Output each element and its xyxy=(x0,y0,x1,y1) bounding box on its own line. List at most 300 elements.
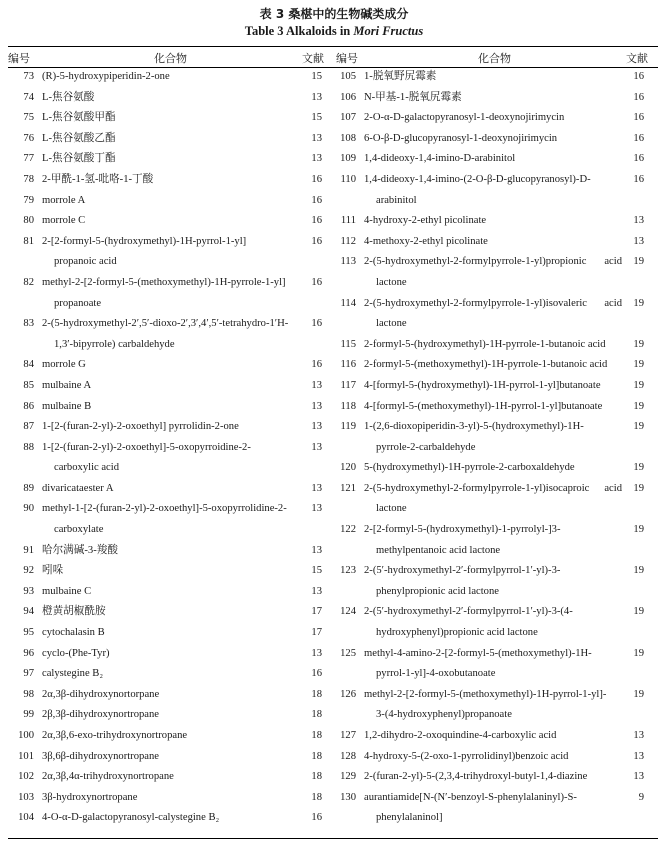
caption-en-prefix: Table 3 Alkaloids in xyxy=(244,24,354,38)
reference-number: 16 xyxy=(633,71,644,82)
compound-name-line: 哈尔满碱-3-羧酸 xyxy=(42,544,118,556)
compound-number: 76 xyxy=(23,132,34,144)
table-row xyxy=(334,376,662,397)
compound-name-line: 2-O-α-D-galactopyranosyl-1-deoxynojirimycin xyxy=(364,112,565,124)
reference-number: 19 xyxy=(633,565,644,577)
compound-name xyxy=(34,767,302,788)
table-row xyxy=(0,561,330,582)
compound-name-line: morrole C xyxy=(42,215,86,227)
table-row xyxy=(0,314,330,355)
compound-name-line: 2α,3β,6-exo-trihydroxynortropane xyxy=(42,730,188,741)
reference-number: 19 xyxy=(633,400,644,412)
table-row xyxy=(334,67,662,88)
compound-name xyxy=(34,788,302,809)
compound-name-line: 橙黄胡椒酰胺 xyxy=(42,606,106,618)
compound-number: 124 xyxy=(340,606,356,618)
reference-number: 19 xyxy=(633,379,644,391)
compound-number: 91 xyxy=(23,544,34,556)
compound-name-line: methyl-2-[2-formyl-5-(methoxymethyl)-1H-pyrrol-1-yl]- xyxy=(364,688,607,700)
table-row xyxy=(334,211,662,232)
compound-name xyxy=(34,623,302,644)
reference-number: 16 xyxy=(633,132,644,144)
compound-number: 73 xyxy=(23,71,34,82)
table-row xyxy=(0,541,330,562)
compound-number: 83 xyxy=(23,318,34,330)
compound-number: 110 xyxy=(340,173,356,185)
compound-number: 108 xyxy=(340,132,356,144)
reference-number: 16 xyxy=(633,91,644,103)
table-row xyxy=(0,726,330,747)
compound-name xyxy=(34,355,302,376)
compound-name-line: L-焦谷氨酸乙酯 xyxy=(42,132,116,144)
compound-number: 122 xyxy=(340,524,356,536)
compound-name xyxy=(356,417,622,458)
compound-name-line: methyl-2-[2-formyl-5-(methoxymethyl)-1H-pyrrole-1-yl] xyxy=(42,276,286,288)
compound-name-line: L-焦谷氨酸丁酯 xyxy=(42,153,116,165)
table-row xyxy=(334,602,662,643)
table-row xyxy=(334,788,662,829)
reference-number: 13 xyxy=(633,750,644,762)
table-row xyxy=(0,788,330,809)
compound-number: 90 xyxy=(23,503,34,515)
compound-number: 85 xyxy=(23,379,34,391)
table-row xyxy=(0,479,330,500)
compound-number: 98 xyxy=(23,688,34,700)
table-row xyxy=(0,376,330,397)
table-row xyxy=(0,747,330,768)
compound-name-line: 2β,3β-dihydroxynortropane xyxy=(42,709,159,721)
compound-name xyxy=(34,232,302,273)
compound-number: 84 xyxy=(23,359,34,371)
compound-name-line: mulbaine C xyxy=(42,585,92,597)
compound-name xyxy=(356,129,622,150)
compound-number: 118 xyxy=(340,400,356,412)
header-compound-left: 化合物 xyxy=(154,52,187,65)
header-ref-left: 文献 xyxy=(302,52,324,65)
compound-name xyxy=(34,479,302,500)
compound-name-line: 1-[2-(furan-2-yl)-2-oxoethyl] pyrrolidin-2-one xyxy=(42,421,239,433)
left-column xyxy=(0,67,330,829)
compound-name-line: 4-hydroxy-5-(2-oxo-1-pyrrolidinyl)benzoic acid xyxy=(364,750,569,762)
table-row xyxy=(334,335,662,356)
compound-number: 99 xyxy=(23,709,34,721)
reference-number: 13 xyxy=(633,215,644,227)
compound-name xyxy=(34,417,302,438)
reference-number: 19 xyxy=(633,338,644,350)
compound-number: 107 xyxy=(340,112,356,124)
table-row xyxy=(0,602,330,623)
compound-number: 102 xyxy=(18,771,34,783)
header-no-right: 编号 xyxy=(336,52,358,65)
compound-name xyxy=(34,273,302,314)
compound-name xyxy=(356,355,622,376)
compound-name xyxy=(34,314,302,355)
header-ref-right: 文献 xyxy=(626,52,648,65)
reference-number: 13 xyxy=(311,400,322,412)
compound-name-line: 2-(5′-hydroxymethyl-2′-formylpyrrol-1′-yl)-3-(4- xyxy=(364,606,573,618)
table-row xyxy=(0,664,330,685)
compound-name-line: 吲哚 xyxy=(42,565,64,577)
compound-name xyxy=(34,129,302,150)
compound-name-continuation: phenylalaninol] xyxy=(376,812,443,824)
reference-number: 13 xyxy=(633,235,644,247)
compound-name-line: morrole G xyxy=(42,359,86,371)
table-row xyxy=(334,149,662,170)
compound-name-line: 2-[2-formyl-5-(hydroxymethyl)-1-pyrrolyl-]3- xyxy=(364,524,561,536)
compound-number: 119 xyxy=(340,421,356,433)
compound-name xyxy=(34,726,302,747)
table-row xyxy=(0,417,330,438)
compound-name-line: (R)-5-hydroxypiperidin-2-one xyxy=(42,71,170,82)
compound-name xyxy=(34,397,302,418)
reference-number: 16 xyxy=(311,276,322,288)
table-row xyxy=(0,582,330,603)
table-row xyxy=(0,808,330,829)
table-row xyxy=(334,294,662,335)
reference-number: 13 xyxy=(633,730,644,741)
compound-name xyxy=(356,211,622,232)
compound-number: 96 xyxy=(23,647,34,659)
compound-name xyxy=(34,108,302,129)
compound-number: 75 xyxy=(23,112,34,124)
compound-name-continuation: lactone xyxy=(376,318,407,330)
compound-number: 128 xyxy=(340,750,356,762)
compound-number: 86 xyxy=(23,400,34,412)
reference-number: 16 xyxy=(311,215,322,227)
compound-name-line: 1,4-dideoxy-1,4-imino-D-arabinitol xyxy=(364,153,516,165)
compound-name-line: cytochalasin B xyxy=(42,627,105,639)
compound-name xyxy=(356,67,622,88)
compound-name-line: methyl-1-[2-(furan-2-yl)-2-oxoethyl]-5-oxopyrrolidine-2- xyxy=(42,503,287,515)
compound-name xyxy=(34,705,302,726)
reference-number: 18 xyxy=(311,709,322,721)
reference-number: 18 xyxy=(311,730,322,741)
compound-name xyxy=(34,644,302,665)
table-row xyxy=(0,88,330,109)
reference-number: 13 xyxy=(311,379,322,391)
compound-name-line: 6-O-β-D-glucopyranosyl-1-deoxynojirimycin xyxy=(364,132,558,144)
table-row xyxy=(0,67,330,88)
table-row xyxy=(334,644,662,685)
table-row xyxy=(0,623,330,644)
compound-name xyxy=(34,170,302,191)
table-row xyxy=(0,129,330,150)
reference-number: 16 xyxy=(633,153,644,165)
compound-name-continuation: lactone xyxy=(376,276,407,288)
table-row xyxy=(0,767,330,788)
compound-number: 123 xyxy=(340,565,356,577)
compound-name-line: 2-(5-hydroxymethyl-2-formylpyrrole-1-yl)isovaleric acid xyxy=(364,297,622,309)
compound-name-continuation: 3-(4-hydroxyphenyl)propanoate xyxy=(376,709,512,721)
compound-name xyxy=(356,294,622,335)
reference-number: 13 xyxy=(311,482,322,494)
compound-number: 103 xyxy=(18,791,34,803)
reference-number: 15 xyxy=(311,565,322,577)
compound-name-line: 4-[formyl-5-(hydroxymethyl)-1H-pyrrol-1-yl]butanoate xyxy=(364,379,601,391)
table-row xyxy=(334,129,662,150)
table-row xyxy=(334,726,662,747)
table-bottom-rule xyxy=(8,838,658,839)
reference-number: 13 xyxy=(311,132,322,144)
table-caption-zh: 表 3 桑椹中的生物碱类成分 xyxy=(259,7,409,21)
reference-number: 13 xyxy=(311,585,322,597)
compound-name-line: 1-[2-(furan-2-yl)-2-oxoethyl]-5-oxopyrroidine-2- xyxy=(42,441,251,453)
compound-name xyxy=(356,376,622,397)
compound-name-line: calystegine B₂ xyxy=(42,668,104,680)
compound-name-line: 2-formyl-5-(methoxymethyl)-1H-pyrrole-1-butanoic acid xyxy=(364,359,608,371)
compound-name xyxy=(34,602,302,623)
compound-name-line: 2α,3β-dihydroxynortorpane xyxy=(42,688,160,700)
compound-name xyxy=(34,561,302,582)
table-row xyxy=(334,170,662,211)
compound-name-continuation: lactone xyxy=(376,503,407,515)
compound-number: 81 xyxy=(23,235,34,247)
compound-name-line: 1,4-dideoxy-1,4-imino-(2-O-β-D-glucopyranosyl)-D- xyxy=(364,173,591,185)
compound-name-line: 4-hydroxy-2-ethyl picolinate xyxy=(364,215,487,227)
compound-name xyxy=(356,726,622,747)
compound-number: 89 xyxy=(23,482,34,494)
compound-name-continuation: propanoate xyxy=(54,297,102,309)
table-row xyxy=(334,417,662,458)
compound-name-line: L-焦谷氨酸甲酯 xyxy=(42,112,116,124)
compound-name-line: 1-(2,6-dioxopiperidin-3-yl)-5-(hydroxymethyl)-1H- xyxy=(364,421,584,433)
right-column xyxy=(334,67,662,829)
reference-number: 18 xyxy=(311,791,322,803)
compound-name xyxy=(34,685,302,706)
table-row xyxy=(334,747,662,768)
reference-number: 13 xyxy=(311,91,322,103)
compound-name-continuation: 1,3′-bipyrrole) carbaldehyde xyxy=(54,338,175,350)
compound-name xyxy=(34,499,302,540)
reference-number: 16 xyxy=(633,112,644,124)
compound-name-line: 5-(hydroxymethyl)-1H-pyrrole-2-carboxaldehyde xyxy=(364,462,575,474)
reference-number: 16 xyxy=(633,173,644,185)
compound-name xyxy=(34,191,302,212)
compound-number: 113 xyxy=(340,256,356,268)
reference-number: 18 xyxy=(311,750,322,762)
reference-number: 16 xyxy=(311,359,322,371)
table-caption-en xyxy=(0,23,668,40)
compound-number: 78 xyxy=(23,173,34,185)
compound-number: 120 xyxy=(340,462,356,474)
compound-number: 116 xyxy=(340,359,356,371)
compound-number: 79 xyxy=(23,194,34,206)
compound-name xyxy=(34,88,302,109)
table-row xyxy=(334,232,662,253)
compound-number: 121 xyxy=(340,482,356,494)
table-row xyxy=(0,685,330,706)
compound-name-line: 2α,3β,4α-trihydroxynortropane xyxy=(42,771,174,783)
compound-name xyxy=(356,747,622,768)
compound-name-line: 2-(5-hydroxymethyl-2-formylpyrrole-1-yl)isocaproic acid xyxy=(364,482,622,494)
compound-number: 104 xyxy=(18,812,34,824)
compound-name xyxy=(356,561,622,602)
compound-name-line: 4-[formyl-5-(methoxymethyl)-1H-pyrrol-1-yl]butanoate xyxy=(364,400,603,412)
compound-name-continuation: carboxylate xyxy=(54,524,104,536)
compound-name xyxy=(356,170,622,211)
compound-name-line: mulbaine B xyxy=(42,400,92,412)
compound-name xyxy=(34,438,302,479)
compound-name xyxy=(356,767,622,788)
compound-name xyxy=(356,335,622,356)
compound-number: 127 xyxy=(340,730,356,741)
table-row xyxy=(0,705,330,726)
header-compound-right: 化合物 xyxy=(478,52,511,65)
table-row xyxy=(0,191,330,212)
reference-number: 19 xyxy=(633,524,644,536)
compound-name xyxy=(356,479,622,520)
compound-name-line: methyl-4-amino-2-[2-formyl-5-(methoxymethyl)-1H- xyxy=(364,647,592,659)
reference-number: 19 xyxy=(633,688,644,700)
table-row xyxy=(0,644,330,665)
reference-number: 19 xyxy=(633,647,644,659)
compound-number: 114 xyxy=(340,297,356,309)
compound-name-continuation: pyrrol-1-yl]-4-oxobutanoate xyxy=(376,668,496,680)
compound-name xyxy=(356,788,622,829)
compound-name xyxy=(34,664,302,685)
reference-number: 13 xyxy=(311,503,322,515)
reference-number: 13 xyxy=(311,544,322,556)
compound-name xyxy=(34,582,302,603)
table-row xyxy=(0,273,330,314)
compound-name-line: N-甲基-1-脱氧尻霉素 xyxy=(364,91,462,103)
compound-name-line: 2-(furan-2-yl)-5-(2,3,4-trihydroxyl-butyl-1,4-diazine xyxy=(364,771,588,783)
compound-name-line: 4-methoxy-2-ethyl picolinate xyxy=(364,235,488,247)
compound-name xyxy=(34,376,302,397)
reference-number: 19 xyxy=(633,462,644,474)
table-row xyxy=(334,479,662,520)
table-row xyxy=(334,355,662,376)
compound-name xyxy=(34,67,302,88)
compound-name xyxy=(356,232,622,253)
compound-number: 80 xyxy=(23,215,34,227)
compound-number: 125 xyxy=(340,647,356,659)
compound-name-line: L-焦谷氨酸 xyxy=(42,91,95,103)
compound-name xyxy=(356,397,622,418)
reference-number: 19 xyxy=(633,297,644,309)
compound-number: 115 xyxy=(340,338,356,350)
compound-name xyxy=(356,602,622,643)
compound-number: 126 xyxy=(340,688,356,700)
compound-number: 111 xyxy=(340,215,356,227)
compound-name-line: aurantiamide[N-(N′-benzoyl-S-phenylalaninyl)-S- xyxy=(364,791,577,803)
compound-name-line: 2-[2-formyl-5-(hydroxymethyl)-1H-pyrrol-1-yl] xyxy=(42,235,247,247)
compound-number: 105 xyxy=(340,71,356,82)
reference-number: 15 xyxy=(311,71,322,82)
compound-number: 97 xyxy=(23,668,34,680)
compound-number: 77 xyxy=(23,153,34,165)
reference-number: 16 xyxy=(311,235,322,247)
compound-name xyxy=(34,541,302,562)
compound-number: 82 xyxy=(23,276,34,288)
reference-number: 18 xyxy=(311,771,322,783)
compound-name xyxy=(356,149,622,170)
table-row xyxy=(334,252,662,293)
table-row xyxy=(334,88,662,109)
compound-name-line: divaricataester A xyxy=(42,482,114,494)
caption-en-italic: Mori Fructus xyxy=(353,24,424,38)
reference-number: 13 xyxy=(311,441,322,453)
compound-name-continuation: pyrrole-2-carbaldehyde xyxy=(376,441,476,453)
compound-name xyxy=(34,211,302,232)
compound-name-continuation: phenylpropionic acid lactone xyxy=(376,585,499,597)
reference-number: 16 xyxy=(311,194,322,206)
compound-number: 130 xyxy=(340,791,356,803)
compound-name xyxy=(356,644,622,685)
compound-number: 94 xyxy=(23,606,34,618)
table-row xyxy=(0,211,330,232)
compound-name xyxy=(356,520,622,561)
table-row xyxy=(334,685,662,726)
compound-name-line: 1-脱氧野尻霉素 xyxy=(364,71,437,82)
table-top-rule xyxy=(8,46,658,47)
compound-number: 106 xyxy=(340,91,356,103)
reference-number: 15 xyxy=(311,112,322,124)
table-row xyxy=(0,355,330,376)
reference-number: 13 xyxy=(311,153,322,165)
compound-name-continuation: propanoic acid xyxy=(54,256,117,268)
compound-name xyxy=(356,108,622,129)
table-row xyxy=(334,458,662,479)
compound-name-line: 2-formyl-5-(hydroxymethyl)-1H-pyrrole-1-butanoic acid xyxy=(364,338,606,350)
compound-name xyxy=(34,747,302,768)
reference-number: 13 xyxy=(311,647,322,659)
table-row xyxy=(0,438,330,479)
table-row xyxy=(334,108,662,129)
reference-number: 16 xyxy=(311,812,322,824)
compound-name-continuation: methylpentanoic acid lactone xyxy=(376,544,501,556)
reference-number: 19 xyxy=(633,421,644,433)
compound-number: 117 xyxy=(340,379,356,391)
compound-number: 101 xyxy=(18,750,34,762)
compound-name xyxy=(356,252,622,293)
reference-number: 19 xyxy=(633,359,644,371)
reference-number: 13 xyxy=(311,421,322,433)
reference-number: 19 xyxy=(633,482,644,494)
compound-number: 93 xyxy=(23,585,34,597)
compound-name-line: 1,2-dihydro-2-oxoquindine-4-carboxylic acid xyxy=(364,730,557,741)
table-row xyxy=(334,397,662,418)
compound-name-line: 2-甲酰-1-氢-吡咯-1-丁酸 xyxy=(42,173,154,185)
table-row xyxy=(334,520,662,561)
compound-name-line: 3β,6β-dihydroxynortropane xyxy=(42,750,159,762)
table-row xyxy=(0,232,330,273)
compound-name-line: 3β-hydroxynortropane xyxy=(42,791,138,803)
reference-number: 16 xyxy=(311,318,322,330)
compound-name-line: 2-(5-hydroxymethyl-2-formylpyrrole-1-yl)propionic acid xyxy=(364,256,622,268)
compound-name-line: morrole A xyxy=(42,194,86,206)
compound-name xyxy=(34,808,302,829)
compound-name-line: 4-O-α-D-galactopyranosyl-calystegine B₂ xyxy=(42,812,220,824)
compound-number: 129 xyxy=(340,771,356,783)
compound-name xyxy=(34,149,302,170)
table-row xyxy=(0,397,330,418)
compound-number: 92 xyxy=(23,565,34,577)
reference-number: 9 xyxy=(638,791,644,803)
reference-number: 18 xyxy=(311,688,322,700)
table-row xyxy=(0,108,330,129)
header-no-left: 编号 xyxy=(8,52,30,65)
compound-number: 95 xyxy=(23,627,34,639)
table-row xyxy=(334,767,662,788)
compound-name-continuation: arabinitol xyxy=(376,194,417,206)
compound-number: 88 xyxy=(23,441,34,453)
reference-number: 19 xyxy=(633,256,644,268)
compound-name xyxy=(356,685,622,726)
compound-name-continuation: carboxylic acid xyxy=(54,462,120,474)
compound-name-line: 2-(5-hydroxymethyl-2′,5′-dioxo-2′,3′,4′,5′-tetrahydro-1′H- xyxy=(42,318,289,330)
table-row xyxy=(0,170,330,191)
